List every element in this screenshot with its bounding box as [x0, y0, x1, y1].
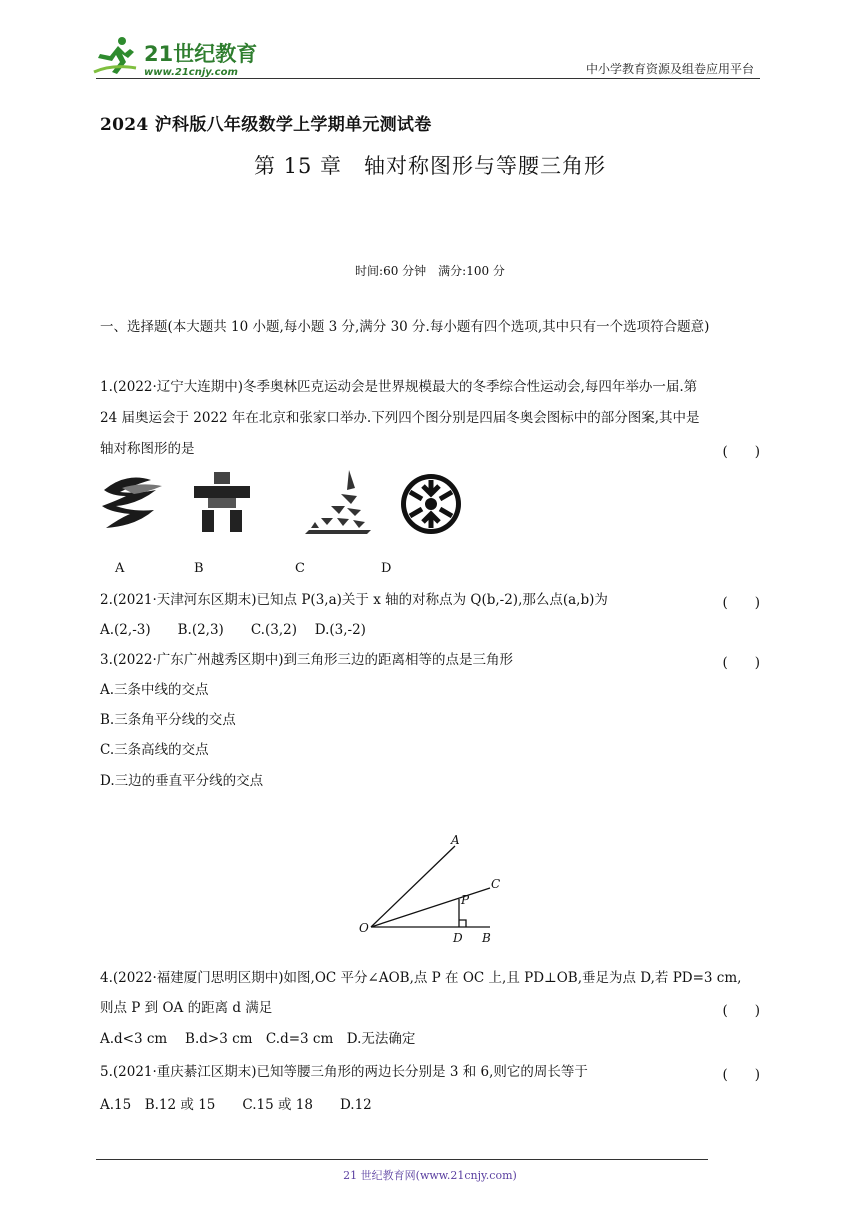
- q2-answer-blank: ( ): [722, 595, 760, 611]
- header-divider: [96, 78, 760, 79]
- label-d: D: [453, 931, 463, 945]
- ray-oc: [371, 888, 490, 927]
- section-heading: 一、选择题(本大题共 10 小题,每小题 3 分,满分 30 分.每小题有四个选项,其中只有一个选项符合题意): [100, 319, 710, 335]
- q5-options: A.15 B.12 或 15 C.15 或 18 D.12: [100, 1097, 372, 1113]
- q3-answer-blank: ( ): [722, 655, 760, 671]
- q2-options: A.(2,-3) B.(2,3) C.(3,2) D.(3,-2): [100, 622, 366, 638]
- exam-meta: 时间:60 分钟 满分:100 分: [355, 264, 505, 278]
- platform-name: 中小学教育资源及组卷应用平台: [585, 62, 754, 76]
- footer-divider: [96, 1159, 708, 1160]
- q1-line1: 1.(2022·辽宁大连期中)冬季奥林匹克运动会是世界规模最大的冬季综合性运动会,每四年举办一届.第: [100, 379, 698, 395]
- label-p: P: [461, 893, 470, 907]
- q2-text: 2.(2021·天津河东区期末)已知点 P(3,a)关于 x 轴的对称点为 Q(b,-2),那么点(a,b)为: [100, 592, 608, 608]
- q4-options: A.d<3 cm B.d>3 cm C.d=3 cm D.无法确定: [100, 1031, 416, 1047]
- q5-text: 5.(2021·重庆綦江区期末)已知等腰三角形的两边长分别是 3 和 6,则它的周长等于: [100, 1064, 588, 1080]
- q1-option-d: D: [381, 561, 392, 576]
- q4-line1: 4.(2022·福建厦门思明区期中)如图,OC 平分∠AOB,点 P 在 OC 上,且 PD⊥OB,垂足为点 D,若 PD=3 cm,: [100, 970, 742, 986]
- q4-line2: 则点 P 到 OA 的距离 d 满足: [100, 1000, 273, 1016]
- figure-b-inukshuk: [194, 472, 250, 532]
- figure-c-lattice: [305, 470, 371, 534]
- label-c: C: [491, 877, 501, 891]
- runner-icon: [94, 37, 136, 74]
- q3-option-b: B.三条角平分线的交点: [100, 712, 236, 728]
- logo-url: www.21cnjy.com: [144, 67, 238, 78]
- q5-answer-blank: ( ): [722, 1067, 760, 1083]
- q3-option-a: A.三条中线的交点: [100, 682, 209, 698]
- q1-line3: 轴对称图形的是: [100, 441, 195, 457]
- q4-answer-blank: ( ): [722, 1003, 760, 1019]
- q1-line2: 24 届奥运会于 2022 年在北京和张家口举办.下列四个图分别是四届冬奥会图标中的部分图案,其中是: [100, 410, 700, 426]
- angle-bisector-figure: [355, 828, 505, 948]
- q3-text: 3.(2022·广东广州越秀区期中)到三角形三边的距离相等的点是三角形: [100, 652, 514, 668]
- q3-option-c: C.三条高线的交点: [100, 742, 209, 758]
- logo-text: 21世纪教育: [144, 42, 258, 66]
- footer-link[interactable]: 21 世纪教育网(www.21cnjy.com): [343, 1169, 517, 1182]
- doc-title: 2024 沪科版八年级数学上学期单元测试卷: [100, 115, 432, 135]
- ray-oa: [371, 846, 455, 927]
- label-o: O: [359, 921, 369, 935]
- label-b: B: [482, 931, 491, 945]
- label-a: A: [451, 833, 460, 847]
- q1-figures: [96, 470, 476, 550]
- figure-d-snowflake: [401, 474, 461, 534]
- q1-option-c: C: [295, 561, 305, 576]
- q1-option-b: B: [194, 561, 204, 576]
- chapter-title: 第 15 章 轴对称图形与等腰三角形: [253, 154, 607, 178]
- q3-option-d: D.三边的垂直平分线的交点: [100, 773, 264, 789]
- right-angle-mark: [459, 920, 466, 927]
- q1-option-a: A: [115, 561, 125, 576]
- figure-a-swirl: [102, 478, 162, 528]
- q1-answer-blank: ( ): [722, 444, 760, 460]
- site-logo: [92, 34, 262, 80]
